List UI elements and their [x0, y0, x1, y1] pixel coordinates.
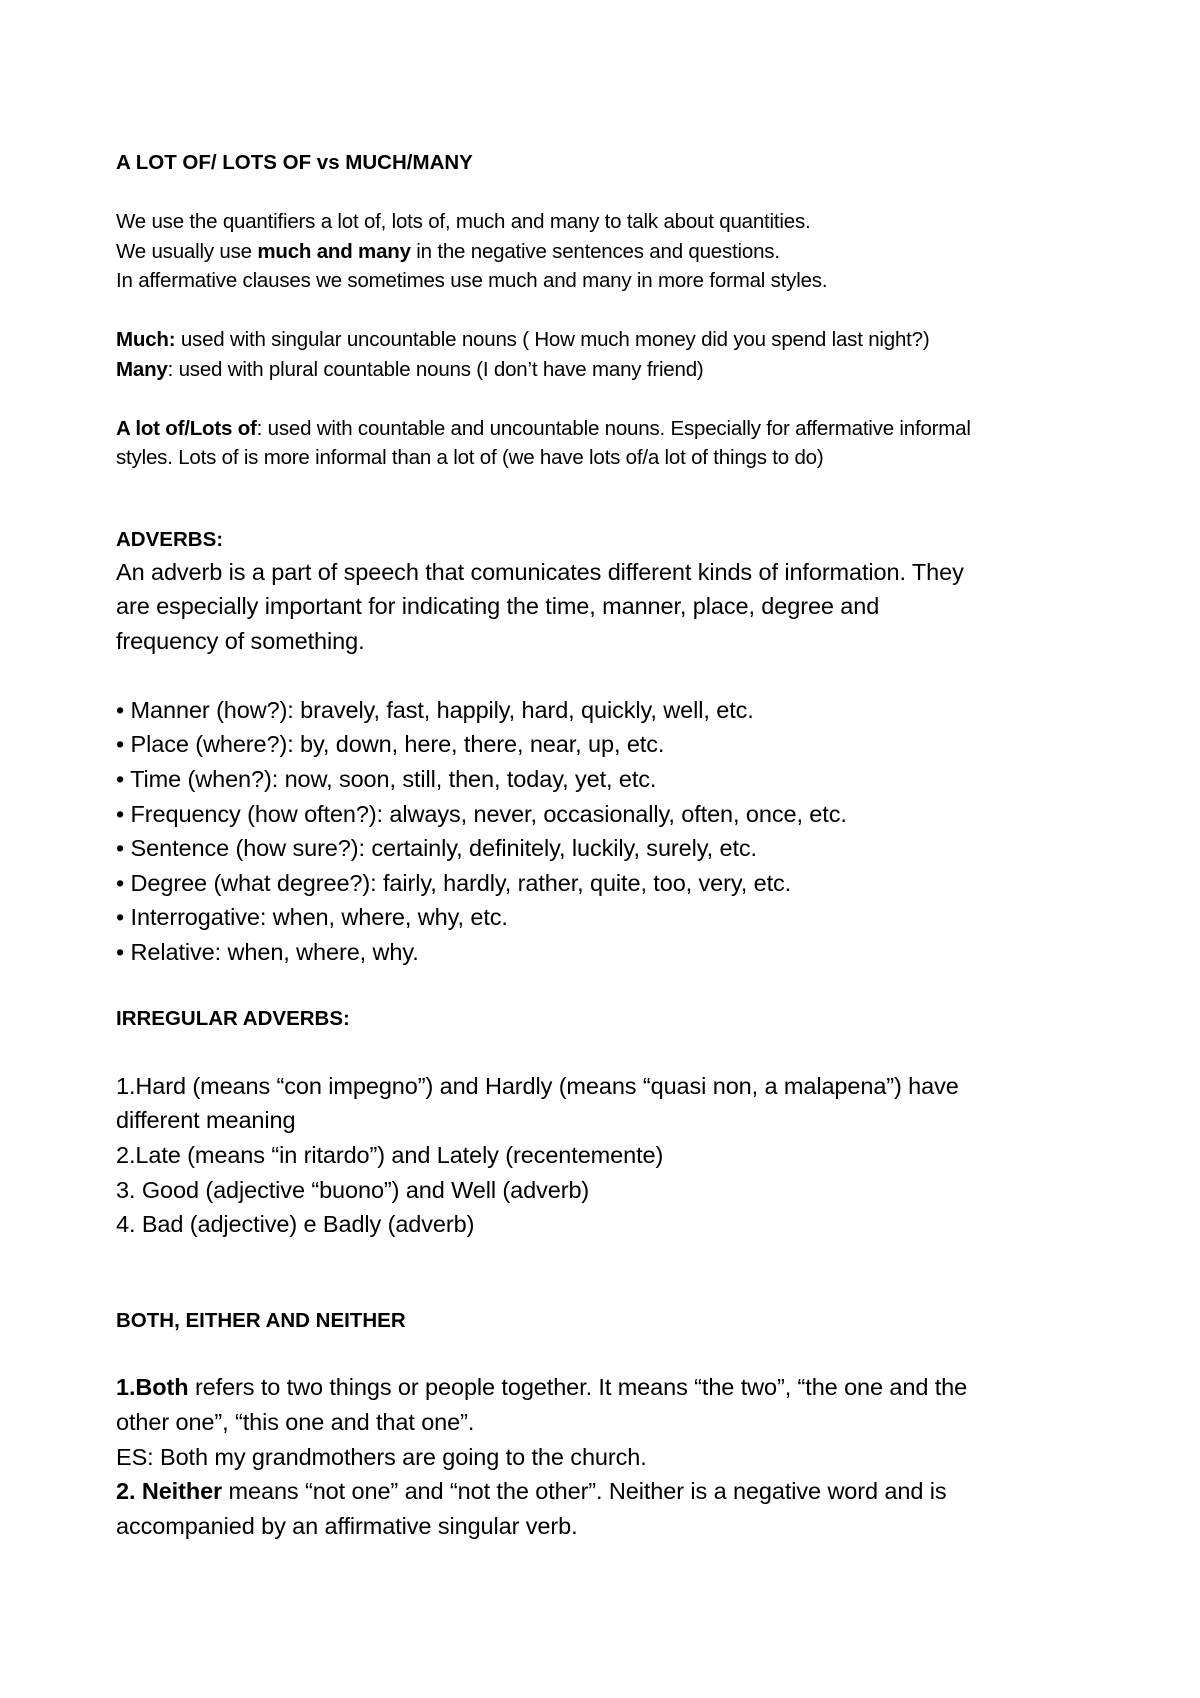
alot-definition: A lot of/Lots of: used with countable and uncountable nouns. Especially for affermative informal	[116, 416, 971, 440]
document-page	[116, 148, 1096, 1543]
adverb-type-place: • Place (where?): by, down, here, there, near, up, etc.	[116, 731, 665, 758]
many-definition: Many: used with plural countable nouns (I don’t have many friend)	[116, 357, 704, 381]
quantifiers-line-3: In affermative clauses we sometimes use much and many in more formal styles.	[116, 269, 828, 292]
alot-definition-cont: styles. Lots of is more informal than a lot of (we have lots of/a lot of things to do)	[116, 446, 824, 469]
adverb-type-time: • Time (when?): now, soon, still, then, today, yet, etc.	[116, 766, 657, 793]
section-title-adverbs: ADVERBS:	[116, 527, 224, 551]
irregular-line-2: different meaning	[116, 1107, 296, 1134]
adverbs-intro-3: frequency of something.	[116, 627, 365, 654]
irregular-line-5: 4. Bad (adjective) e Badly (adverb)	[116, 1211, 475, 1238]
both-example: ES: Both my grandmothers are going to the church.	[116, 1443, 647, 1470]
both-definition-cont: other one”, “this one and that one”.	[116, 1408, 475, 1435]
neither-definition-cont: accompanied by an affirmative singular verb.	[116, 1512, 578, 1539]
both-definition: 1.Both refers to two things or people together. It means “the two”, “the one and the	[116, 1374, 968, 1401]
quantifiers-line-1: We use the quantifiers a lot of, lots of, much and many to talk about quantities.	[116, 210, 811, 233]
section-title-quantifiers: A LOT OF/ LOTS OF vs MUCH/MANY	[116, 151, 473, 174]
adverb-type-relative: • Relative: when, where, why.	[116, 939, 419, 966]
adverbs-intro-2: are especially important for indicating the time, manner, place, degree and	[116, 593, 880, 620]
irregular-line-4: 3. Good (adjective “buono”) and Well (adverb)	[116, 1176, 590, 1203]
adverb-type-interrogative: • Interrogative: when, where, why, etc.	[116, 904, 508, 931]
section-title-both-either-neither: BOTH, EITHER AND NEITHER	[116, 1308, 406, 1332]
neither-definition: 2. Neither means “not one” and “not the other”. Neither is a negative word and is	[116, 1478, 947, 1505]
irregular-line-1: 1.Hard (means “con impegno”) and Hardly (means “quasi non, a malapena”) have	[116, 1072, 959, 1099]
adverb-type-frequency: • Frequency (how often?): always, never, occasionally, often, once, etc.	[116, 800, 847, 827]
much-definition: Much: used with singular uncountable nouns ( How much money did you spend last night?)	[116, 328, 930, 351]
adverb-type-sentence: • Sentence (how sure?): certainly, definitely, luckily, surely, etc.	[116, 835, 757, 862]
irregular-line-3: 2.Late (means “in ritardo”) and Lately (recentemente)	[116, 1142, 664, 1168]
quantifiers-line-2: We usually use much and many in the negative sentences and questions.	[116, 239, 780, 263]
section-title-irregular-adverbs: IRREGULAR ADVERBS:	[116, 1007, 350, 1031]
adverb-type-manner: • Manner (how?): bravely, fast, happily, hard, quickly, well, etc.	[116, 696, 754, 723]
adverbs-intro-1: An adverb is a part of speech that comunicates different kinds of information. They	[116, 558, 964, 585]
adverb-type-degree: • Degree (what degree?): fairly, hardly, rather, quite, too, very, etc.	[116, 869, 792, 896]
